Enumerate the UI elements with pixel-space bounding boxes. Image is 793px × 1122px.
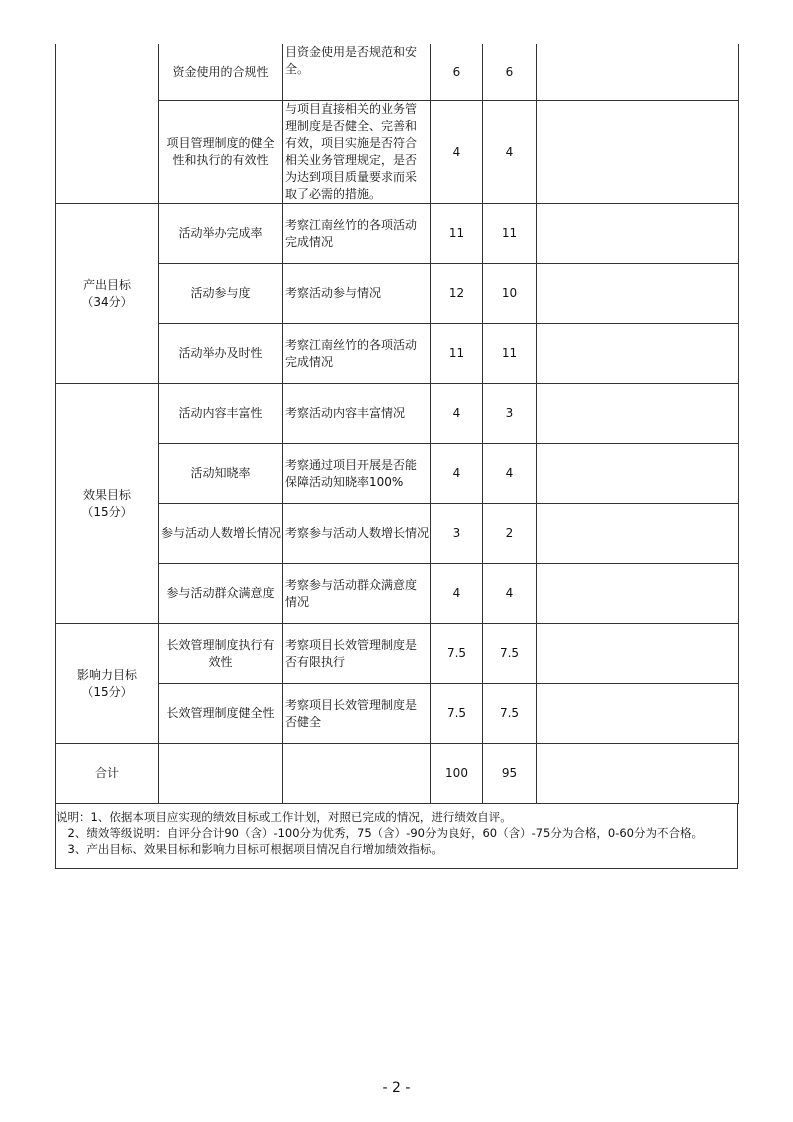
table-row xyxy=(56,324,739,384)
self-score-cell: 4 xyxy=(483,444,537,504)
self-score-cell: 6 xyxy=(483,44,537,101)
self-score-cell: 3 xyxy=(483,384,537,444)
description-cell: 考察江南丝竹的各项活动完成情况 xyxy=(283,204,431,264)
remark-cell xyxy=(537,444,739,504)
full-score-cell: 7.5 xyxy=(431,684,483,744)
remark-cell xyxy=(537,44,739,101)
indicator-cell: 参与活动群众满意度 xyxy=(159,564,283,624)
remark-cell xyxy=(537,384,739,444)
total-description-cell xyxy=(283,744,431,804)
description-cell: 考察项目长效管理制度是否健全 xyxy=(283,684,431,744)
description-cell: 目资金使用是否规范和安全。 xyxy=(283,44,431,101)
indicator-cell: 活动举办完成率 xyxy=(159,204,283,264)
total-self-score: 95 xyxy=(483,744,537,804)
remark-cell xyxy=(537,564,739,624)
full-score-cell: 12 xyxy=(431,264,483,324)
description-cell: 考察通过项目开展是否能保障活动知晓率100% xyxy=(283,444,431,504)
table-row xyxy=(56,264,739,324)
self-score-cell: 11 xyxy=(483,204,537,264)
table-row xyxy=(56,204,739,264)
self-score-cell: 10 xyxy=(483,264,537,324)
indicator-cell: 参与活动人数增长情况 xyxy=(159,504,283,564)
self-score-cell: 2 xyxy=(483,504,537,564)
full-score-cell: 4 xyxy=(431,444,483,504)
description-cell: 与项目直接相关的业务管理制度是否健全、完善和有效，项目实施是否符合相关业务管理规定，是否为达到项目质量要求而采取了必需的措施。 xyxy=(283,101,431,204)
table-row xyxy=(56,444,739,504)
remark-cell xyxy=(537,324,739,384)
total-label: 合计 xyxy=(56,744,159,804)
table-row xyxy=(56,684,739,744)
total-full-score: 100 xyxy=(431,744,483,804)
description-cell: 考察江南丝竹的各项活动完成情况 xyxy=(283,324,431,384)
remark-cell xyxy=(537,264,739,324)
indicator-cell: 活动举办及时性 xyxy=(159,324,283,384)
notes-box xyxy=(55,804,738,869)
total-remark-cell xyxy=(537,744,739,804)
note-line: 说明：1、依据本项目应实现的绩效目标或工作计划，对照已完成的情况，进行绩效自评。 xyxy=(56,810,512,824)
table-row xyxy=(56,44,739,101)
self-score-cell: 11 xyxy=(483,324,537,384)
table-row xyxy=(56,384,739,444)
category-cell-effect: 效果目标 （15分） xyxy=(56,384,159,624)
category-cell-output: 产出目标 （34分） xyxy=(56,204,159,384)
table-row xyxy=(56,504,739,564)
indicator-cell: 项目管理制度的健全性和执行的有效性 xyxy=(159,101,283,204)
table-row xyxy=(56,101,739,204)
table-row xyxy=(56,624,739,684)
indicator-cell: 活动内容丰富性 xyxy=(159,384,283,444)
category-cell-impact: 影响力目标 （15分） xyxy=(56,624,159,744)
page-number: - 2 - xyxy=(382,1080,411,1096)
full-score-cell: 11 xyxy=(431,204,483,264)
description-cell: 考察活动内容丰富情况 xyxy=(283,384,431,444)
full-score-cell: 4 xyxy=(431,101,483,204)
full-score-cell: 11 xyxy=(431,324,483,384)
total-indicator-cell xyxy=(159,744,283,804)
performance-table-sheet xyxy=(55,44,738,869)
indicator-cell: 活动参与度 xyxy=(159,264,283,324)
self-score-cell: 7.5 xyxy=(483,624,537,684)
self-score-cell: 4 xyxy=(483,564,537,624)
total-row xyxy=(56,744,739,804)
full-score-cell: 4 xyxy=(431,384,483,444)
indicator-cell: 长效管理制度执行有效性 xyxy=(159,624,283,684)
performance-evaluation-table xyxy=(55,44,739,804)
remark-cell xyxy=(537,684,739,744)
table-row xyxy=(56,564,739,624)
remark-cell xyxy=(537,504,739,564)
remark-cell xyxy=(537,204,739,264)
self-score-cell: 7.5 xyxy=(483,684,537,744)
note-line: 3、产出目标、效果目标和影响力目标可根据项目情况自行增加绩效指标。 xyxy=(56,842,443,856)
indicator-cell: 长效管理制度健全性 xyxy=(159,684,283,744)
description-cell: 考察项目长效管理制度是否有限执行 xyxy=(283,624,431,684)
full-score-cell: 7.5 xyxy=(431,624,483,684)
remark-cell xyxy=(537,101,739,204)
category-cell xyxy=(56,44,159,204)
full-score-cell: 6 xyxy=(431,44,483,101)
description-cell: 考察参与活动人数增长情况 xyxy=(283,504,431,564)
indicator-cell: 活动知晓率 xyxy=(159,444,283,504)
indicator-cell: 资金使用的合规性 xyxy=(159,44,283,101)
full-score-cell: 4 xyxy=(431,564,483,624)
description-cell: 考察活动参与情况 xyxy=(283,264,431,324)
description-cell: 考察参与活动群众满意度情况 xyxy=(283,564,431,624)
remark-cell xyxy=(537,624,739,684)
note-line: 2、绩效等级说明：自评分合计90（含）-100分为优秀，75（含）-90分为良好，60（含）-75分为合格，0-60分为不合格。 xyxy=(56,826,703,840)
self-score-cell: 4 xyxy=(483,101,537,204)
full-score-cell: 3 xyxy=(431,504,483,564)
